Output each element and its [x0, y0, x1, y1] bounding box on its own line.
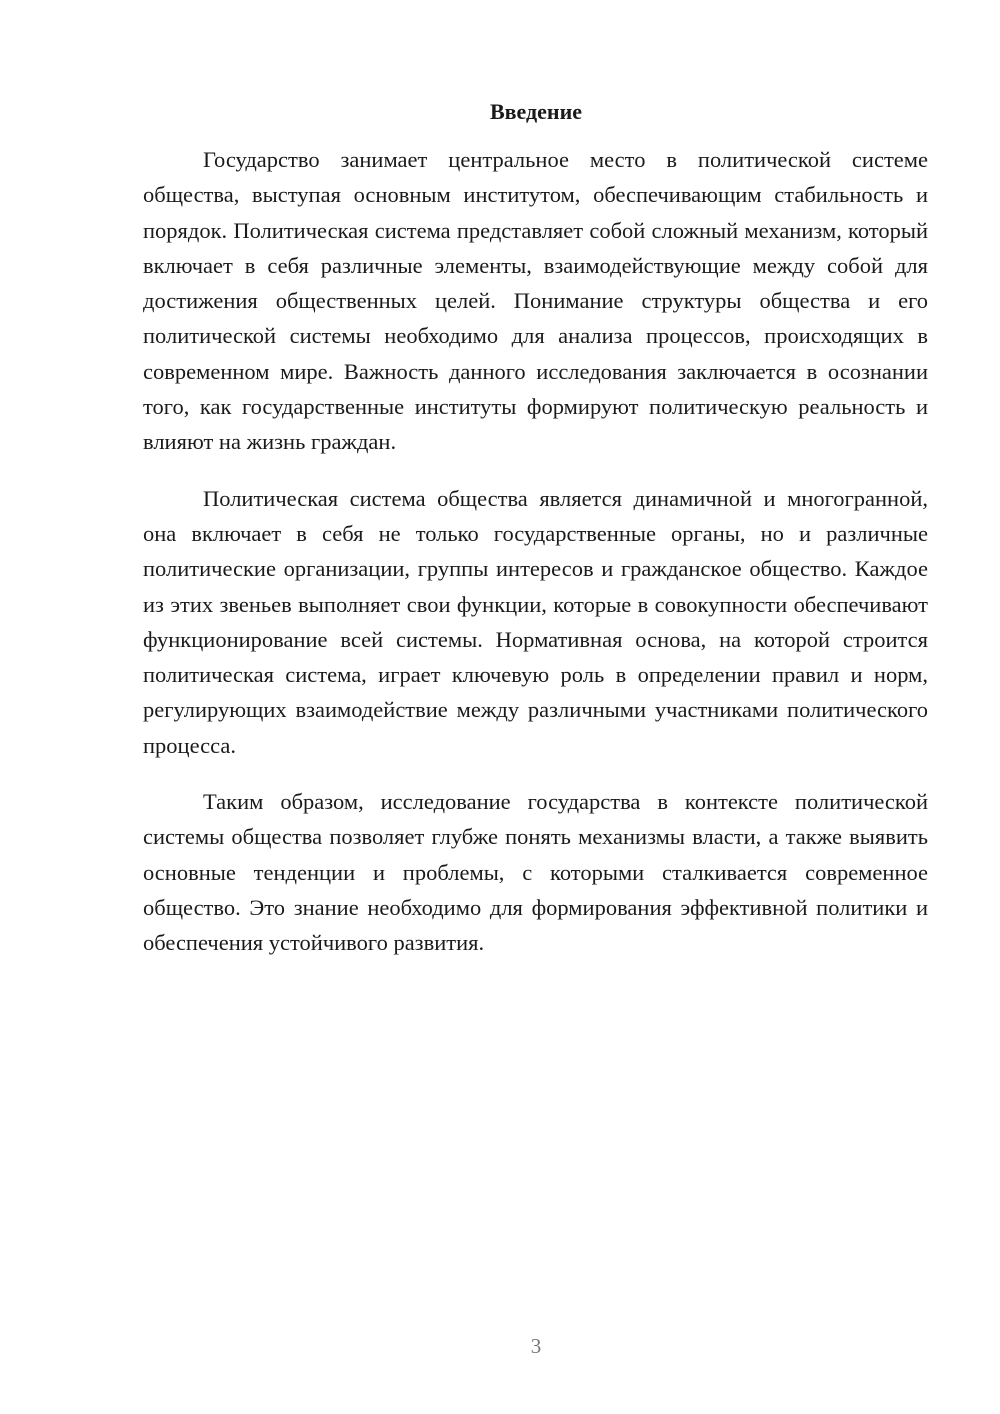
page-number: 3 [530, 1334, 542, 1358]
page-heading: Введение [489, 99, 583, 124]
paragraph-1: Государство занимает центральное место в политической системе общества, выступая основным институтом, обеспечивающим стабильность и порядок. Политическая система представляет собой сложный механизм, который включает в себя различные элементы, взаимодействующие между собой для достижения общественных целей. Понимание структуры общества и его политической системы необходимо для анализа процессов, происходящих в современном мире. Важность данного исследования заключается в осознании того, как государственные институты формируют политическую реальность и влияют на жизнь граждан. [143, 147, 928, 455]
paragraph-3: Таким образом, исследование государства в контексте политической системы общества позволяет глубже понять механизмы власти, а также выявить основные тенденции и проблемы, с которыми сталкивается современное общество. Это знание необходимо для формирования эффективной политики и обеспечения устойчивого развития. [143, 789, 928, 956]
document-body [143, 142, 928, 982]
paragraph-2: Политическая система общества является динамичной и многогранной, она включает в себя не только государственные органы, но и различные политические организации, группы интересов и гражданское общество. Каждое из этих звеньев выполняет свои функции, которые в совокупности обеспечивают функционирование всей системы. Нормативная основа, на которой строится политическая система, играет ключевую роль в определении правил и норм, регулирующих взаимодействие между различными участниками политического процесса. [143, 485, 928, 758]
